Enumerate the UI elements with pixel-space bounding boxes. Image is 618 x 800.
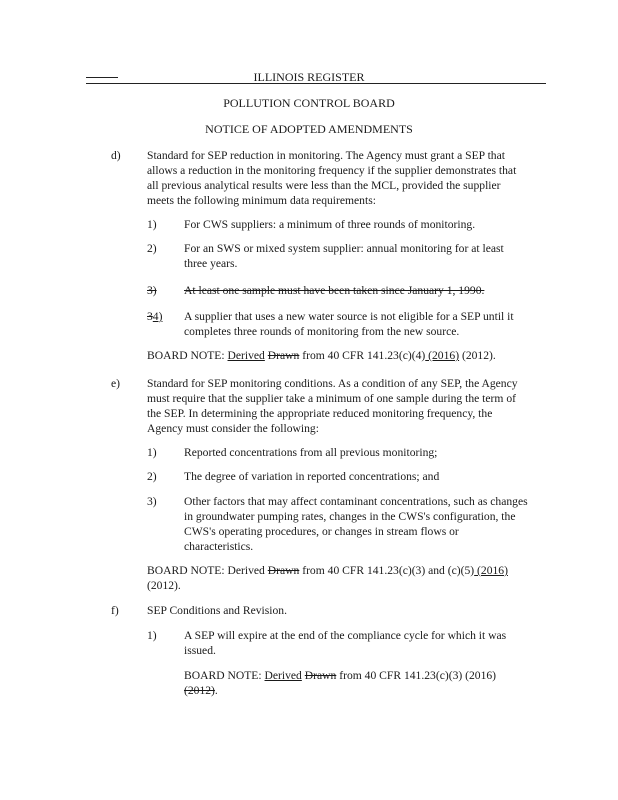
- section-d-line: Standard for SEP reduction in monitoring. The Agency must grant a SEP that: [147, 149, 505, 162]
- e-item3-text: in groundwater pumping rates, changes in the CWS's configuration, the: [184, 510, 516, 523]
- note-inserted-year: (2016): [474, 564, 508, 577]
- f-item1-text: issued.: [184, 644, 216, 657]
- section-e-label: e): [111, 377, 121, 390]
- e-item3-label: 3): [147, 495, 157, 508]
- d-item3-label-deleted: 3): [147, 284, 157, 297]
- note-prefix: BOARD NOTE:: [147, 349, 228, 362]
- note-inserted: Derived: [227, 349, 265, 362]
- d-item1-text: For CWS suppliers: a minimum of three rounds of monitoring.: [184, 218, 476, 231]
- d-item4-text: completes three rounds of monitoring from the new source.: [184, 325, 460, 338]
- section-d-line: allows a reduction in the monitoring frequency if the supplier demonstrates that: [147, 164, 517, 177]
- deleted-number: 3: [147, 310, 153, 323]
- f-board-note-year: [184, 683, 218, 698]
- d-item1-label: 1): [147, 218, 157, 231]
- section-d-line: meets the following minimum data requirements:: [147, 194, 376, 207]
- e-item1-label: 1): [147, 446, 157, 459]
- d-item2-text: three years.: [184, 257, 238, 270]
- e-board-note-year: (2012).: [147, 579, 181, 592]
- note-prefix: BOARD NOTE:: [184, 669, 265, 682]
- note-inserted: Derived: [264, 669, 302, 682]
- section-e-line: must require that the supplier take a minimum of one sample during the term of: [147, 392, 516, 405]
- note-deleted: Drawn: [267, 564, 300, 577]
- inserted-number: 4): [152, 310, 163, 323]
- e-item3-text: Other factors that may affect contaminant concentrations, such as changes: [184, 495, 528, 508]
- e-item2-label: 2): [147, 470, 157, 483]
- note-citation: from 40 CFR 141.23(c)(3) and (c)(5): [299, 564, 475, 577]
- d-item4-text: A supplier that uses a new water source is not eligible for a SEP until it: [184, 310, 514, 323]
- e-item2-text: The degree of variation in reported concentrations; and: [184, 470, 440, 483]
- notice-title: NOTICE OF ADOPTED AMENDMENTS: [205, 122, 413, 136]
- f-board-note: [184, 668, 496, 683]
- section-d-label: d): [111, 149, 121, 162]
- note-deleted-year: (2012): [184, 684, 215, 697]
- note-year: (2012).: [459, 349, 496, 362]
- e-item3-text: CWS's operating procedures, or changes in stream flows or: [184, 525, 459, 538]
- note-prefix: BOARD NOTE: Derived: [147, 564, 268, 577]
- d-item3-text-deleted: At least one sample must have been taken since January 1, 1990.: [184, 284, 485, 297]
- section-f-label: f): [111, 604, 119, 617]
- e-item3-text: characteristics.: [184, 540, 254, 553]
- section-e-line: Standard for SEP monitoring conditions. As a condition of any SEP, the Agency: [147, 377, 518, 390]
- header-rule: [86, 83, 546, 84]
- note-inserted-year: (2016): [425, 349, 460, 362]
- d-item2-label: 2): [147, 242, 157, 255]
- section-f-title: SEP Conditions and Revision.: [147, 604, 287, 617]
- section-d-line: all previous analytical results were less than the MCL, provided the supplier: [147, 179, 501, 192]
- note-citation: from 40 CFR 141.23(c)(4): [299, 349, 426, 362]
- note-deleted: Drawn: [267, 349, 300, 362]
- board-title: POLLUTION CONTROL BOARD: [223, 96, 395, 110]
- note-deleted: Drawn: [304, 669, 337, 682]
- e-board-note: [147, 563, 508, 578]
- d-board-note: [147, 348, 496, 363]
- d-item4-label: [147, 309, 162, 324]
- note-citation: from 40 CFR 141.23(c)(3) (2016): [336, 669, 497, 682]
- note-period: .: [214, 684, 218, 697]
- e-item1-text: Reported concentrations from all previous monitoring;: [184, 446, 438, 459]
- section-e-line: the SEP. In determining the appropriate reduced monitoring frequency, the: [147, 407, 493, 420]
- f-item1-label: 1): [147, 629, 157, 642]
- d-item2-text: For an SWS or mixed system supplier: annual monitoring for at least: [184, 242, 504, 255]
- section-e-line: Agency must consider the following:: [147, 422, 319, 435]
- f-item1-text: A SEP will expire at the end of the compliance cycle for which it was: [184, 629, 507, 642]
- register-title: ILLINOIS REGISTER: [253, 70, 365, 84]
